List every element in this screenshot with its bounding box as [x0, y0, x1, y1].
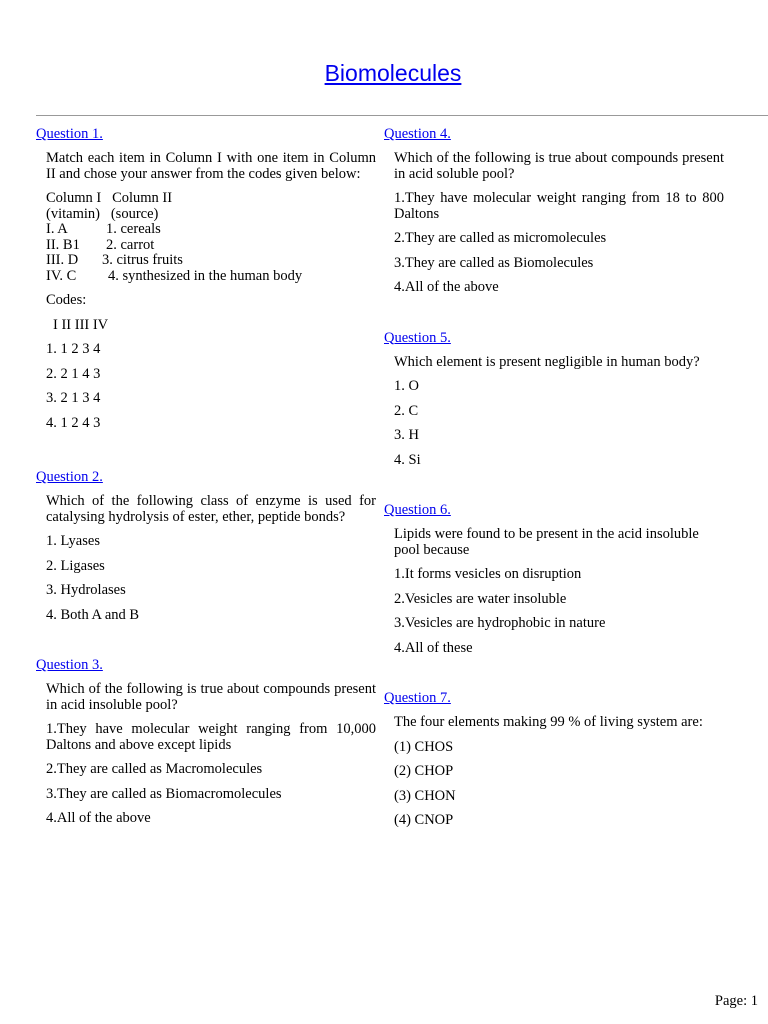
question-3 — [36, 657, 376, 827]
question-5 — [384, 330, 724, 469]
match-right-cell: 3. citrus fruits — [102, 252, 183, 268]
question-3-text: Which of the following is true about compounds present in acid insoluble pool? — [46, 681, 376, 713]
question-6 — [384, 502, 724, 656]
option: (1) CHOS — [394, 738, 454, 755]
question-7-text: The four elements making 99 % of living system are: — [394, 714, 703, 730]
right-column — [384, 126, 724, 863]
option: 3.Vesicles are hydrophobic in nature — [394, 615, 606, 631]
question-1-text: Match each item in Column I with one item in Column II and chose your answer from the codes given below: — [46, 150, 376, 182]
column-1-heading: Column I — [46, 190, 102, 206]
codes-label: Codes: — [46, 292, 87, 308]
match-row — [46, 238, 376, 254]
option: 4.All of these — [394, 639, 473, 656]
page-number: Page: 1 — [714, 993, 758, 1009]
option: 1. O — [394, 378, 419, 394]
match-left-cell: IV. C — [46, 267, 77, 284]
question-2-text: Which of the following class of enzyme is used for catalysing hydrolysis of ester, ether, peptide bonds? — [46, 493, 376, 525]
match-row — [46, 253, 376, 269]
match-table — [46, 191, 376, 284]
question-5-text: Which element is present negligible in human body? — [394, 353, 700, 370]
question-1-link[interactable]: Question 1. — [36, 126, 103, 142]
question-7 — [384, 690, 724, 829]
option: 4.All of the above — [394, 279, 499, 295]
option: 3.They are called as Biomolecules — [394, 254, 594, 271]
option: 2. 2 1 4 3 — [46, 365, 101, 382]
column-2-subheading: (source) — [110, 205, 159, 222]
column-2-heading: Column II — [112, 190, 173, 206]
page-title: Biomolecules — [324, 60, 462, 86]
match-row — [46, 269, 376, 285]
question-4 — [384, 126, 724, 296]
question-5-link[interactable]: Question 5. — [384, 329, 451, 346]
option: 1.They have molecular weight ranging from 10,000 Daltons and above except lipids — [46, 721, 376, 753]
question-6-link[interactable]: Question 6. — [384, 502, 451, 518]
option: 2. C — [394, 402, 419, 419]
match-right-cell: 1. cereals — [106, 221, 161, 237]
question-2-link[interactable]: Question 2. — [36, 469, 103, 485]
option: 1. Lyases — [46, 533, 100, 549]
option: 4. Both A and B — [46, 606, 140, 623]
option: 4. Si — [394, 451, 421, 468]
option: 1.They have molecular weight ranging from 18 to 800 Daltons — [394, 190, 724, 222]
match-subheader-row — [46, 207, 376, 223]
option: (3) CHON — [394, 787, 456, 804]
question-4-link[interactable]: Question 4. — [384, 126, 451, 142]
match-left-cell: II. B1 — [46, 236, 80, 253]
question-1-body — [36, 151, 376, 431]
codes-header: I II III IV — [53, 316, 109, 333]
question-4-body — [384, 151, 724, 296]
option: 2.Vesicles are water insoluble — [394, 590, 567, 607]
option: 1.It forms vesicles on disruption — [394, 566, 582, 582]
match-header-row — [46, 191, 376, 207]
option: 3. H — [394, 427, 419, 443]
option: 3. 2 1 3 4 — [46, 390, 101, 406]
option: 3. Hydrolases — [46, 582, 126, 598]
option: 4. 1 2 4 3 — [46, 414, 101, 431]
title-divider — [36, 115, 768, 116]
question-5-body — [384, 355, 724, 469]
question-7-body — [384, 715, 724, 829]
option: 2.They are called as Macromolecules — [46, 761, 263, 777]
match-right-cell: 2. carrot — [106, 236, 155, 253]
question-6-text: Lipids were found to be present in the acid insoluble pool because — [394, 526, 699, 558]
question-7-link[interactable]: Question 7. — [384, 690, 451, 706]
question-2 — [36, 469, 376, 623]
question-3-link[interactable]: Question 3. — [36, 657, 103, 673]
option: (4) CNOP — [394, 812, 454, 828]
match-row — [46, 222, 376, 238]
match-right-cell: 4. synthesized in the human body — [108, 267, 303, 284]
option: 2.They are called as micromolecules — [394, 230, 607, 246]
question-3-body — [36, 682, 376, 827]
match-left-cell: III. D — [46, 252, 79, 268]
left-column — [36, 126, 376, 861]
match-left-cell: I. A — [46, 221, 68, 237]
question-6-body — [384, 527, 724, 656]
option: 1. 1 2 3 4 — [46, 341, 101, 357]
option: 4.All of the above — [46, 810, 151, 826]
option: 2. Ligases — [46, 557, 105, 574]
option: 3.They are called as Biomacromolecules — [46, 785, 282, 802]
column-1-subheading: (vitamin) — [46, 205, 100, 222]
question-4-text: Which of the following is true about compounds present in acid soluble pool? — [394, 150, 724, 182]
option: (2) CHOP — [394, 763, 454, 779]
question-2-body — [36, 494, 376, 623]
question-1 — [36, 126, 376, 431]
